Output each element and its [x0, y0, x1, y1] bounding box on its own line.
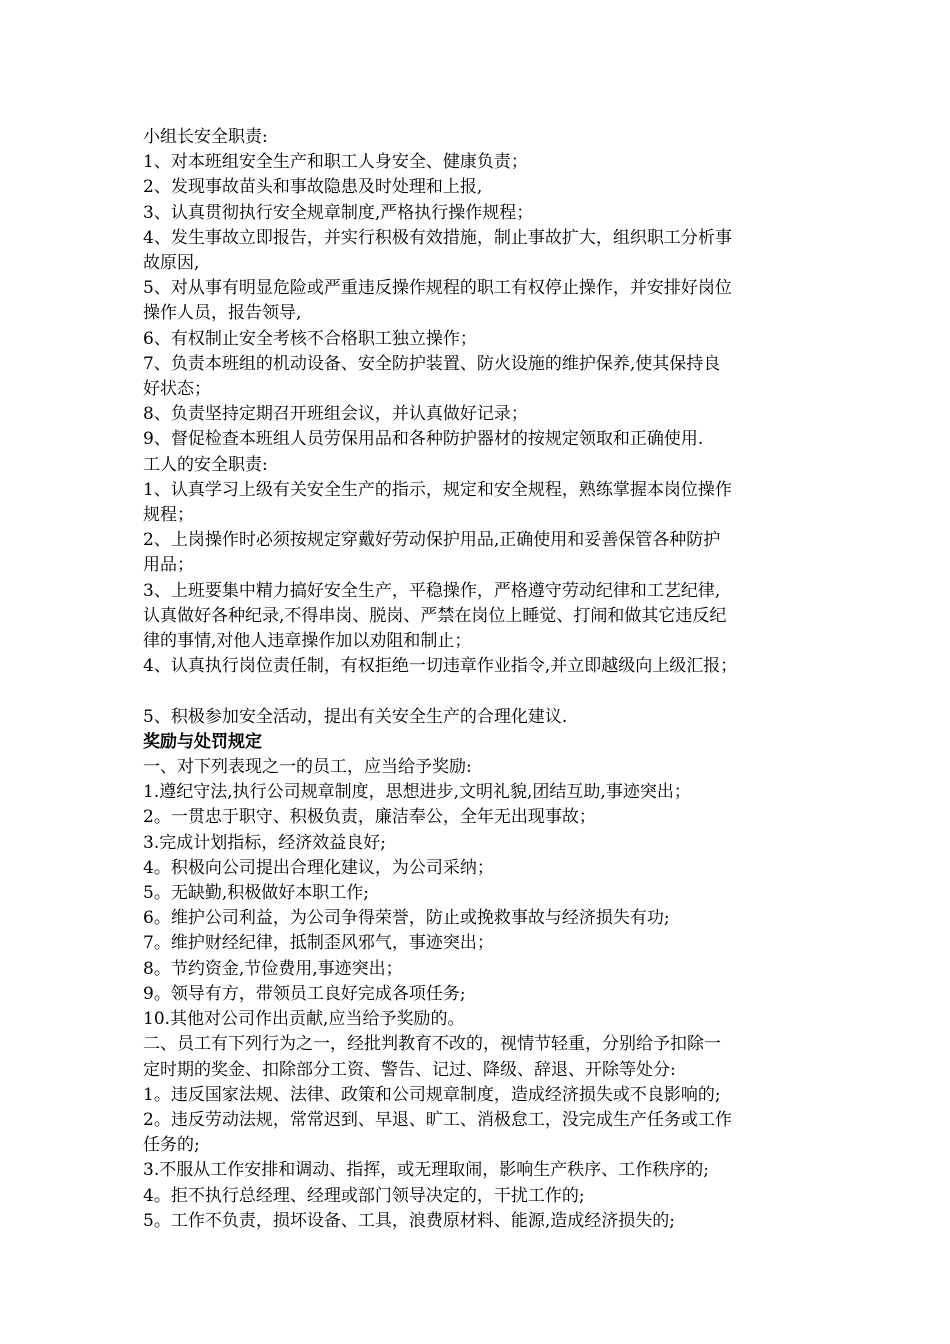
blank-line	[143, 679, 815, 704]
text-line: 3.完成计划指标，经济效益良好;	[143, 832, 386, 853]
text-line: 3、上班要集中精力搞好安全生产，平稳操作，严格遵守劳动纪律和工艺纪律,	[143, 580, 721, 601]
text-line: 2、上岗操作时必须按规定穿戴好劳动保护用品,正确使用和妥善保管各种防护	[143, 530, 721, 551]
text-line: 4、认真执行岗位责任制，有权拒绝一切违章作业指令,并立即越级向上级汇报；	[143, 656, 738, 677]
text-line: 1.遵纪守法,执行公司规章制度，思想进步,文明礼貌,团结互助,事迹突出；	[143, 782, 691, 803]
text-line: 4。拒不执行总经理、经理或部门领导决定的，干扰工作的;	[143, 1185, 585, 1206]
text-line: 2、发现事故苗头和事故隐患及时处理和上报,	[143, 177, 483, 198]
section-heading: 奖励与处罚规定	[143, 731, 262, 752]
text-line: 8、负责坚持定期召开班组会议，并认真做好记录；	[143, 404, 528, 425]
text-line: 6、有权制止安全考核不合格职工独立操作；	[143, 328, 477, 349]
text-line: 2。一贯忠于职守、积极负责，廉洁奉公，全年无出现事故；	[143, 807, 596, 828]
text-line: 4。积极向公司提出合理化建议，为公司采纳；	[143, 857, 494, 878]
text-line: 6。维护公司利益，为公司争得荣誉，防止或挽救事故与经济损失有功;	[143, 908, 670, 929]
text-line: 4、发生事故立即报告，并实行积极有效措施，制止事故扩大，组织职工分析事	[143, 227, 732, 248]
text-line: 3.不服从工作安排和调动、指挥，或无理取闹，影响生产秩序、工作秩序的;	[143, 1160, 709, 1181]
text-line: 认真做好各种纪录,不得串岗、脱岗、严禁在岗位上睡觉、打闹和做其它违反纪	[143, 605, 727, 626]
text-line: 2。违反劳动法规，常常迟到、早退、旷工、消极怠工，没完成生产任务或工作	[143, 1109, 732, 1130]
text-line: 故原因,	[143, 253, 200, 274]
text-line: 规程；	[143, 505, 194, 526]
text-line: 3、认真贯彻执行安全规章制度,严格执行操作规程；	[143, 202, 534, 223]
text-line: 定时期的奖金、扣除部分工资、警告、记过、降级、辞退、开除等处分:	[143, 1059, 676, 1080]
text-line: 5、积极参加安全活动，提出有关安全生产的合理化建议.	[143, 706, 568, 727]
text-line: 工人的安全职责:	[143, 454, 268, 475]
text-line: 5。工作不负责，损坏设备、工具，浪费原材料、能源,造成经济损失的;	[143, 1210, 675, 1231]
text-line: 任务的;	[143, 1135, 200, 1156]
text-line: 9、督促检查本班组人员劳保用品和各种防护器材的按规定领取和正确使用.	[143, 429, 704, 450]
text-line: 操作人员，报告领导,	[143, 303, 302, 324]
text-line: 5、对从事有明显危险或严重违反操作规程的职工有权停止操作，并安排好岗位	[143, 278, 732, 299]
text-line: 10.其他对公司作出贡献,应当给予奖励的。	[143, 1009, 465, 1030]
text-line: 5。无缺勤,积极做好本职工作;	[143, 883, 369, 904]
text-line: 9。领导有方，带领员工良好完成各项任务;	[143, 983, 466, 1004]
document-body	[143, 125, 815, 1234]
text-line: 二、员工有下列行为之一，经批判教育不改的，视情节轻重，分别给予扣除一	[143, 1034, 721, 1055]
text-line: 7、负责本班组的机动设备、安全防护装置、防火设施的维护保养,使其保持良	[143, 353, 721, 374]
text-line: 7。维护财经纪律，抵制歪风邪气，事迹突出；	[143, 933, 494, 954]
text-line: 1、认真学习上级有关安全生产的指示，规定和安全规程，熟练掌握本岗位操作	[143, 479, 732, 500]
text-line: 1、对本班组安全生产和职工人身安全、健康负责；	[143, 152, 528, 173]
text-line: 一、对下列表现之一的员工，应当给予奖励:	[143, 757, 472, 778]
text-line: 小组长安全职责:	[143, 127, 268, 147]
text-line: 律的事情,对他人违章操作加以劝阻和制止；	[143, 631, 472, 652]
text-line: 1。违反国家法规、法律、政策和公司规章制度，造成经济损失或不良影响的;	[143, 1084, 721, 1105]
text-line: 用品；	[143, 555, 194, 576]
text-line: 8。节约资金,节俭费用,事迹突出；	[143, 958, 403, 979]
text-line: 好状态；	[143, 379, 211, 400]
